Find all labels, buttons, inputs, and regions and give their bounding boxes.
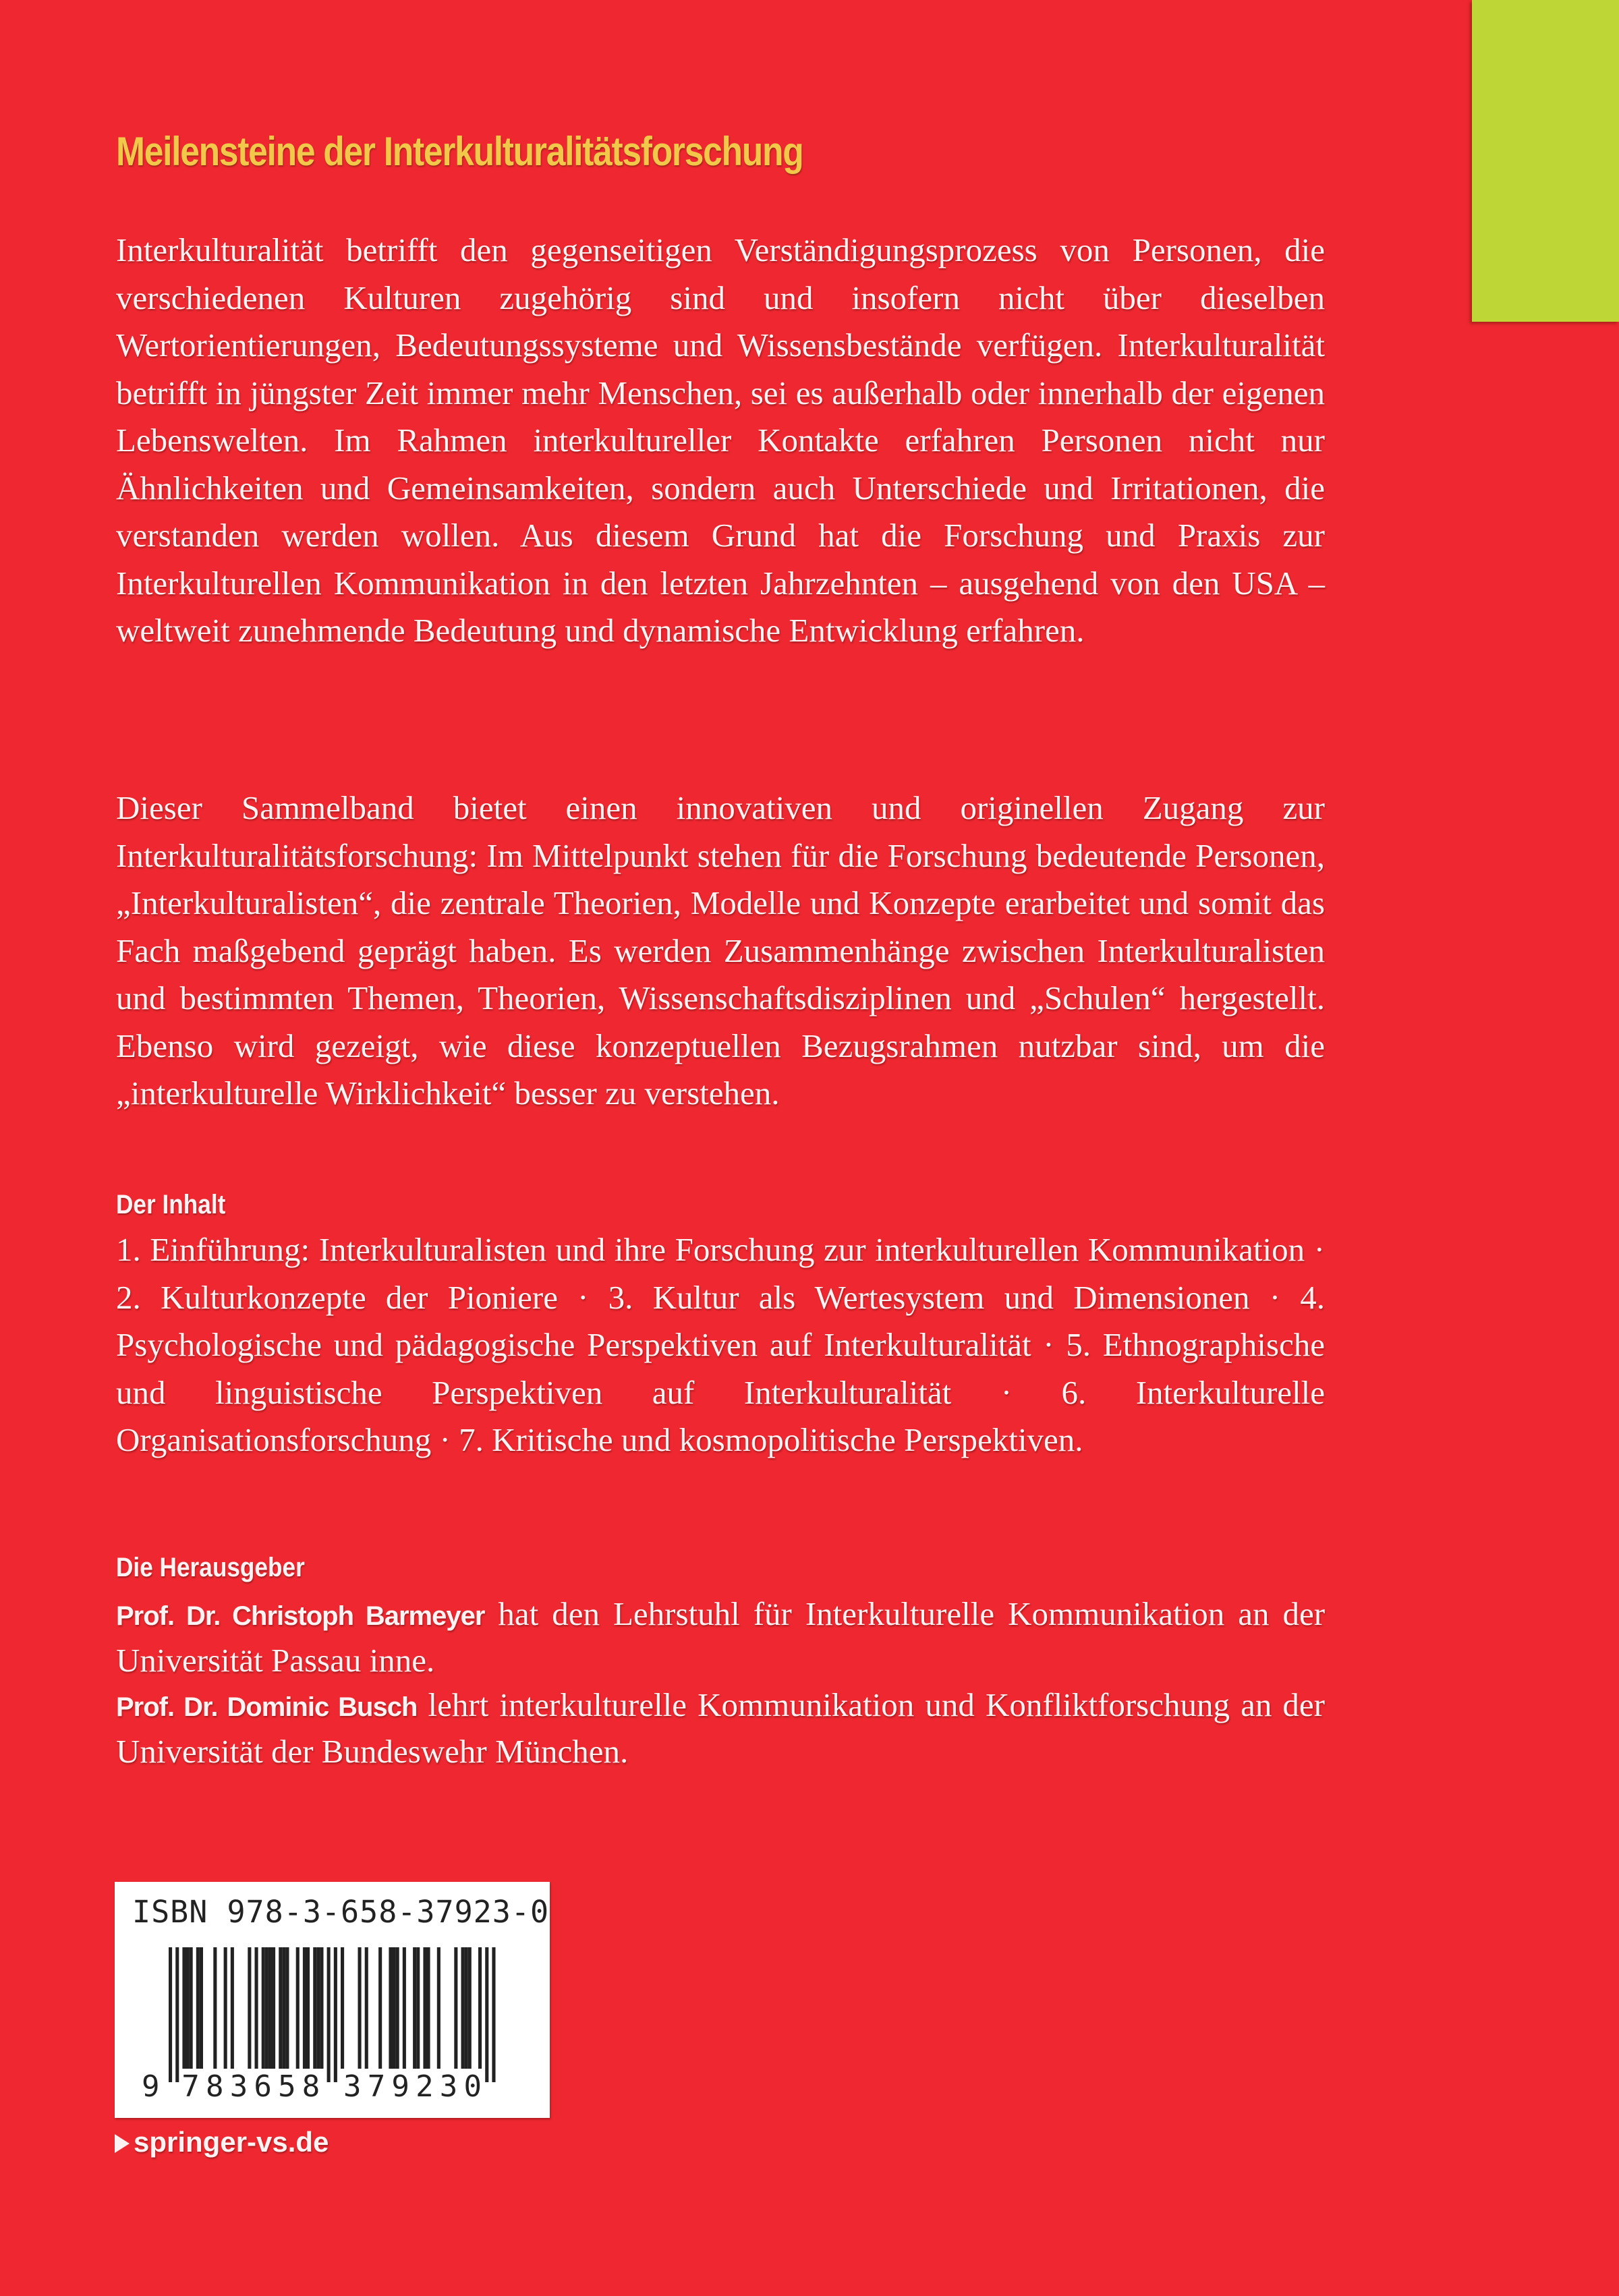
barcode-bar [365,1947,368,2069]
barcode-digit: 2 [416,2069,434,2104]
barcode-bar [175,1947,179,2082]
isbn-barcode [115,1882,550,2118]
barcode-bar [320,1947,323,2069]
barcode-digit: 3 [343,2069,362,2104]
barcode-bar [285,1947,289,2069]
editor-name: Prof. Dr. Dominic Busch [116,1692,418,1722]
contents-heading: Der Inhalt [116,1190,226,1219]
barcode-digit: 8 [302,2069,320,2104]
barcode-bar [282,1947,285,2069]
barcode-digit: 3 [439,2069,458,2104]
barcode-digit: 7 [367,2069,386,2104]
editor-entry [116,1683,1325,1774]
barcode-bar [403,1947,406,2069]
barcode-bar [437,1947,441,2069]
barcode-digit: 8 [206,2069,224,2104]
description-paragraph-1 [116,227,1325,655]
barcode-bar [465,1947,468,2069]
barcode-bar [248,1947,251,2069]
barcode-bar [231,1947,234,2069]
barcode-bar [341,1947,344,2069]
barcode-digit: 9 [391,2069,409,2104]
barcode-bar [485,1947,488,2082]
paragraph-text: Interkulturalität betrifft den gegenseitigen Verständigungsprozess von Personen, die verschiedenen Kulturen zugehörig sind und insofern nicht über dieselben Wertorientierungen, Bedeutungssysteme und Wissensbestände verfügen. Interkulturalität betrifft in jüngster Zeit immer mehr Menschen, sei es außerhalb oder innerhalb der eigenen Lebenswelten. Im Rahmen interkultureller Kontakte erfahren Personen nicht nur Ähnlichkeiten und Gemeinsamkeiten, sondern auch Unterschiede und Irritationen, die verstanden werden wollen. Aus diesem Grund hat die Forschung und Praxis zur Interkulturellen Kommunikation in den letzten Jahrzehnten – ausgehend von den USA – weltweit zunehmende Bedeutung und dynamische Entwicklung erfahren. [116,231,1325,649]
editor-description: hat den Lehrstuhl für Interkulturelle Kommunikation an der Universität Passau inne. [116,1595,1326,1679]
barcode-bars [115,1882,550,2118]
barcode-bar [272,1947,275,2069]
barcode-bar [358,1947,362,2069]
barcode-bar [378,1947,382,2069]
barcode-bar [313,1947,316,2069]
barcode-bar [255,1947,258,2069]
barcode-bar [468,1947,472,2069]
book-series-title: Meilensteine der Interkulturalitätsforschung [116,129,803,174]
barcode-bar [169,1947,172,2082]
barcode-bar [316,1947,320,2069]
description-paragraph-2 [116,784,1325,1118]
barcode-bar [196,1947,200,2069]
accent-color-block [1472,0,1619,322]
barcode-digit: 5 [278,2069,296,2104]
contents-text: 1. Einführung: Interkulturalisten und ihre Forschung zur interkulturellen Kommunikation · 2. Kulturkonzepte der Pioniere · 3. Kultur als Wertesystem und Dimensionen · 4. Psychologische und pädagogische Perspektiven auf Interkulturalität · 5. Ethnographische und linguistische Perspektiven auf Interkulturalität · 6. Interkulturelle Organisationsforschung · 7. Kritische und kosmopolitische Perspektiven. [116,1231,1325,1458]
contents-list [116,1226,1325,1464]
barcode-bar [296,1947,300,2069]
barcode-digit: 0 [463,2069,482,2104]
barcode-bar [393,1947,396,2069]
barcode-bar [478,1947,482,2069]
barcode-bar [416,1947,420,2069]
barcode-bar [200,1947,203,2069]
barcode-bar [334,1947,337,2082]
publisher-website-link[interactable] [115,2126,329,2158]
barcode-bar [492,1947,495,2082]
editor-entry [116,1592,1325,1683]
barcode-bar [303,1947,306,2069]
barcode-bar [427,1947,430,2069]
website-label: springer-vs.de [134,2126,329,2158]
barcode-bar [268,1947,272,2069]
barcode-bar [413,1947,416,2069]
barcode-bar [423,1947,426,2069]
isbn-label: ISBN 978-3-658-37923-0 [132,1894,550,1930]
barcode-digit: 6 [254,2069,272,2104]
barcode-bar [306,1947,310,2069]
editor-description: lehrt interkulturelle Kommunikation und Konfliktforschung an der Universität der Bundeswehr München. [116,1686,1325,1770]
barcode-bar [461,1947,465,2069]
barcode-digit: 9 [142,2069,160,2104]
barcode-bar [213,1947,217,2069]
editors-list [116,1592,1325,1774]
barcode-bar [182,1947,186,2069]
editors-heading: Die Herausgeber [116,1553,305,1582]
barcode-bar [389,1947,392,2069]
barcode-bar [327,1947,331,2082]
barcode-bar [279,1947,282,2069]
barcode-bar [454,1947,457,2069]
barcode-bar [224,1947,227,2069]
barcode-bar [265,1947,268,2069]
barcode-bar [396,1947,399,2069]
paragraph-text: Dieser Sammelband bietet einen innovativen und originellen Zugang zur Interkulturalitätsforschung: Im Mittelpunkt stehen für die Forschung bedeutende Personen, „Interkulturalisten“, die zentrale Theorien, Modelle und Konzepte erarbeitet und somit das Fach maßgebend geprägt haben. Es werden Zusammenhänge zwischen Interkulturalisten und bestimmten Themen, Theorien, Wissenschaftsdisziplinen und „Schulen“ hergestellt. Ebenso wird gezeigt, wie diese konzeptuellen Bezugsrahmen nutzbar sind, um die „interkulturelle Wirklichkeit“ besser zu verstehen. [116,789,1325,1112]
barcode-bar [190,1947,193,2069]
barcode-digit: 3 [229,2069,248,2104]
barcode-bar [262,1947,265,2069]
barcode-digit: 7 [181,2069,200,2104]
editor-name: Prof. Dr. Christoph Barmeyer [116,1601,485,1631]
arrow-right-icon [115,2134,130,2153]
barcode-bar [186,1947,190,2069]
